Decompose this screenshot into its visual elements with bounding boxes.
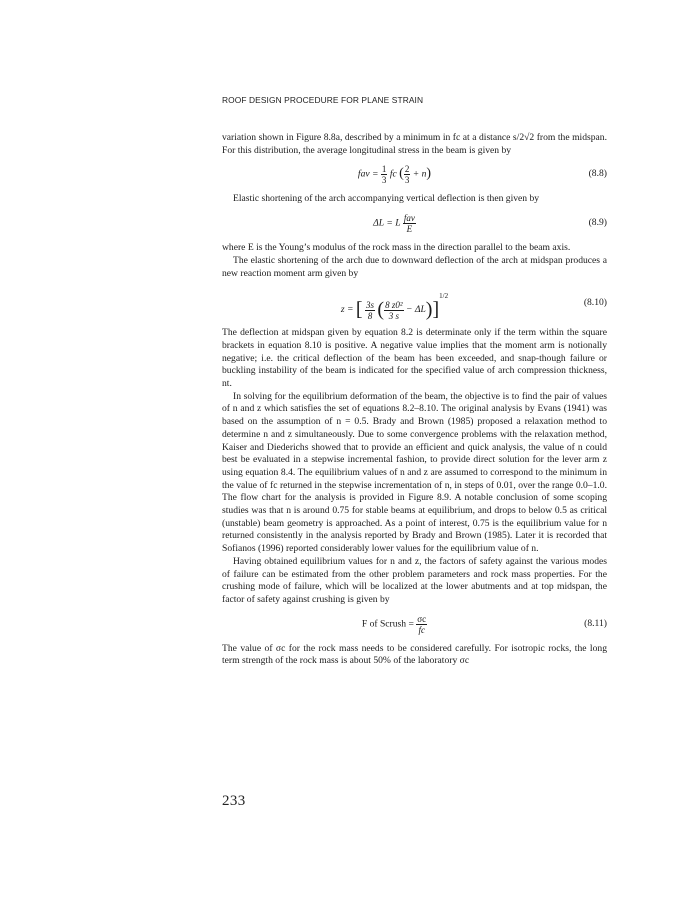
eq89-frac: $\frac{\text{fav}}{E}$ bbox=[403, 213, 415, 235]
equation-8-9 bbox=[222, 213, 607, 235]
paragraph-equilibrium: In solving for the equilibrium deformation of the beam, the objective is to find the pair of values of n and z which satisfies the set of equations 8.2–8.10. The original analysis by Evans (1941) was based on the assumption of n = 0.5. Brady and Brown (1985) proposed a relaxation method to determine n and z simultaneously. Due to some convergence problems with the relaxation method, Kaiser and Diederichs showed that to provide an efficient and quick analysis, the value of n could best be evaluated in a stepwise incremental fashion, to provide direct solution for the lever arm z using equation 8.4. The equilibrium values of n and z are assumed to correspond to the minimum in the value of fc returned in the stepwise incrementation of n, in steps of 0.01, over the range 0.0–1.0. The flow chart for the analysis is provided in Figure 8.9. A notable conclusion of some scoping studies was that n is around 0.75 for stable beams at equilibrium, and drops to below 0.5 as critical (unstable) beam geometry is approached. As a point of interest, 0.75 is the equilibrium value for n returned consistently in the analysis reported by Brady and Brown (1985). Later it is recorded that Sofianos (1996) reported considerably lower values for the equilibrium value of n. bbox=[222, 390, 607, 555]
eq810-frac-a: $\frac{3s}{8}$ bbox=[366, 299, 375, 321]
paragraph-reaction-arm: The elastic shortening of the arch due to downward deflection of the arch at midspan produces a new reaction moment arm given by bbox=[222, 254, 607, 279]
page-number: 233 bbox=[222, 793, 246, 809]
equation-8-8-number: (8.8) bbox=[588, 168, 607, 180]
eq88-inner-frac: $\frac{2}{3}$ bbox=[404, 164, 410, 186]
eq810-frac-b: $\frac{\text{8 z0²}}{3 s}$ bbox=[385, 299, 403, 321]
paragraph-deflection: The deflection at midspan given by equation 8.2 is determinate only if the term within the square brackets in equation 8.10 is positive. A negative value implies that the moment arm is notionally negative; i.e. the critical deflection of the beam has been exceeded, and snap-though failure or buckling instability of the beam is indicated for the specified value of arch compression thickness, nt. bbox=[222, 327, 607, 390]
eq88-lhs: fav = bbox=[357, 169, 381, 181]
paragraph-rock-strength: The value of σc for the rock mass needs to be considered carefully. For isotropic rocks, the long term strength of the rock mass is about 50% of the laboratory σc bbox=[222, 642, 607, 667]
eq89-lhs: ΔL = L bbox=[373, 217, 401, 229]
paragraph-youngs-modulus: where E is the Young’s modulus of the rock mass in the direction parallel to the beam axis. bbox=[222, 242, 571, 254]
eq88-coef: $\frac{1}{3}$ bbox=[381, 164, 387, 186]
body-text bbox=[222, 132, 607, 668]
eq88-mid: fc bbox=[389, 169, 397, 181]
equation-8-11-math bbox=[222, 614, 567, 635]
equation-8-11-number: (8.11) bbox=[584, 617, 607, 629]
paragraph-elastic-shortening: Elastic shortening of the arch accompanying vertical deflection is then given by bbox=[233, 193, 540, 205]
eq811-lhs: F of Scrush = bbox=[361, 618, 417, 630]
running-head: ROOF DESIGN PROCEDURE FOR PLANE STRAIN bbox=[222, 95, 424, 105]
equation-8-10-number: (8.10) bbox=[583, 297, 607, 309]
equation-8-9-math bbox=[222, 213, 567, 234]
equation-8-8 bbox=[222, 164, 607, 186]
paragraph-factors-of-safety: Having obtained equilibrium values for n and z, the factors of safety against the various modes of failure can be estimated from the other problem parameters and rock mass properties. For the crushing mode of failure, which will be localized at the lower abutments and at top midspan, the factor of safety against crushing is given by bbox=[222, 555, 607, 605]
eq88-rhs: + n bbox=[412, 169, 427, 181]
eq810-lhs: z = bbox=[340, 304, 356, 316]
equation-8-10-math: z = [ $\frac{3s}{8}$ ( $\frac{\text{8 z0²}}{3 s}$ − ΔL)]$^{1/2}$ bbox=[340, 292, 449, 321]
equation-8-10 bbox=[222, 288, 607, 321]
equation-8-11 bbox=[222, 614, 607, 636]
eq810-power: 1/2 bbox=[439, 292, 449, 301]
equation-8-8-math: fav = $\frac{1}{3}$ fc ( $\frac{2}{3}$ + n) bbox=[357, 164, 432, 186]
eq811-frac: $\frac{\sigma c}{fc}$ bbox=[417, 613, 427, 635]
equation-8-9-number: (8.9) bbox=[588, 217, 607, 229]
eq810-tail: − ΔL bbox=[405, 304, 426, 316]
paragraph-continuation: variation shown in Figure 8.8a, described by a minimum in fc at a distance s/2√2 from the midspan. For this distribution, the average longitudinal stress in the beam is given by bbox=[222, 132, 607, 156]
